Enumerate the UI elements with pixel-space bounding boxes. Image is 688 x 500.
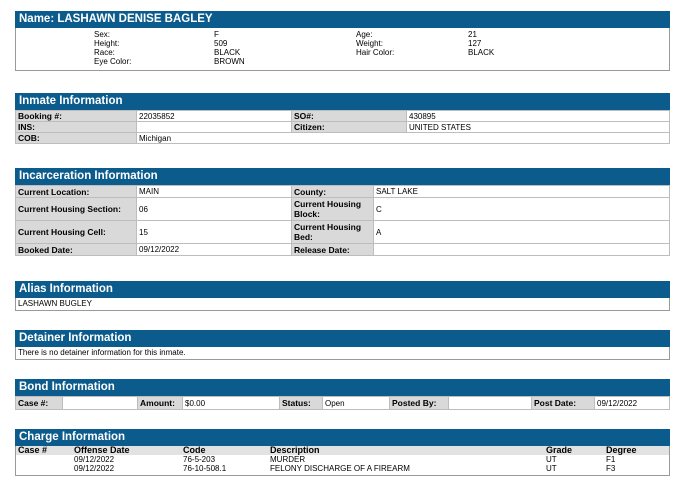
hair-value: BLACK [468,48,495,57]
bond-posted-by-label: Posted By: [390,397,449,410]
charge-header-row [16,446,669,455]
inmate-section [15,93,670,144]
bond-amount-label: Amount: [138,397,183,410]
bond-case-value [63,397,138,410]
bond-post-date-label: Post Date: [532,397,595,410]
release-date-value [374,244,670,256]
race-value: BLACK [214,48,241,57]
charge-header: Charge Information [15,429,670,446]
charge-col-code: Code [183,445,206,455]
charge-table-wrap [15,446,670,476]
charge-code: 76-10-508.1 [183,464,227,473]
location-value: MAIN [137,186,292,198]
eye-label: Eye Color: [94,57,132,66]
county-label: County: [292,186,374,198]
height-label: Height: [94,39,120,48]
bond-amount-value: $0.00 [183,397,280,410]
age-value: 21 [468,30,477,39]
charge-col-offense-date: Offense Date [74,445,130,455]
detainer-header: Detainer Information [15,330,670,347]
housing-cell-label: Current Housing Cell: [16,221,137,244]
charge-description: MURDER [270,455,306,464]
housing-block-value: C [374,198,670,221]
release-date-label: Release Date: [292,244,374,256]
bond-post-date-value: 09/12/2022 [595,397,670,410]
sex-label: Sex: [94,30,111,39]
charge-col-description: Description [270,445,320,455]
table-row [16,455,669,464]
table-row [16,464,669,473]
charge-degree: F1 [606,455,616,464]
housing-cell-value: 15 [137,221,292,244]
county-value: SALT LAKE [374,186,670,198]
charge-code: 76-5-203 [183,455,216,464]
booked-date-label: Booked Date: [16,244,137,256]
citizen-value: UNITED STATES [407,122,670,133]
so-value: 430895 [407,111,670,122]
name-details [15,28,670,71]
incarceration-section [15,168,670,256]
height-value: 509 [214,39,228,48]
charge-col-grade: Grade [546,445,573,455]
booking-value: 22035852 [137,111,292,122]
charge-offense-date: 09/12/2022 [74,455,115,464]
booking-label: Booking #: [16,111,137,122]
hair-label: Hair Color: [356,48,395,57]
charge-description: FELONY DISCHARGE OF A FIREARM [270,464,410,473]
sex-value: F [214,30,219,39]
cob-value: Michigan [137,133,670,144]
charge-case [16,455,72,464]
ins-label: INS: [16,122,137,133]
bond-status-label: Status: [280,397,323,410]
bond-table [15,396,670,410]
housing-section-value: 06 [137,198,292,221]
weight-value: 127 [468,39,482,48]
housing-bed-label: Current Housing Bed: [292,221,374,244]
race-label: Race: [94,48,115,57]
charge-table [16,446,669,473]
charge-case [16,464,72,473]
charge-grade: UT [546,464,557,473]
cob-label: COB: [16,133,137,144]
detainer-message: There is no detainer information for this inmate. [15,347,670,360]
location-label: Current Location: [16,186,137,198]
housing-section-label: Current Housing Section: [16,198,137,221]
so-label: SO#: [292,111,407,122]
charge-offense-date: 09/12/2022 [74,464,115,473]
alias-header: Alias Information [15,281,670,298]
charge-degree: F3 [606,464,616,473]
citizen-label: Citizen: [292,122,407,133]
inmate-header: Inmate Information [15,93,670,110]
bond-section [15,379,670,410]
name-header: Name: LASHAWN DENISE BAGLEY [15,11,670,28]
charge-col-degree: Degree [606,445,637,455]
inmate-table [15,110,670,144]
bond-posted-by-value [449,397,532,410]
charge-grade: UT [546,455,557,464]
alias-value: LASHAWN BUGLEY [15,298,670,311]
eye-value: BROWN [214,57,245,66]
bond-status-value: Open [323,397,390,410]
bond-case-label: Case #: [16,397,63,410]
weight-label: Weight: [356,39,383,48]
detainer-section [15,330,670,360]
housing-bed-value: A [374,221,670,244]
charge-section [15,429,670,476]
bond-header: Bond Information [15,379,670,396]
incarceration-table [15,185,670,256]
charge-col-case: Case # [18,445,48,455]
name-section [15,11,670,71]
booked-date-value: 09/12/2022 [137,244,292,256]
incarceration-header: Incarceration Information [15,168,670,185]
housing-block-label: Current Housing Block: [292,198,374,221]
ins-value [137,122,292,133]
age-label: Age: [356,30,373,39]
alias-section [15,281,670,311]
